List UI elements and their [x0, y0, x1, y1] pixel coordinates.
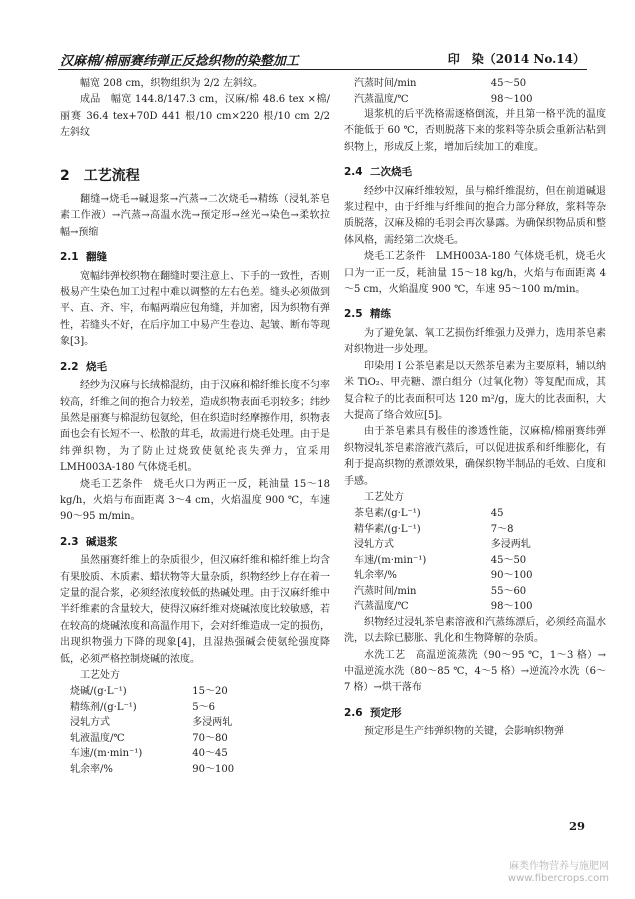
recipe-key: 汽蒸温度/℃: [354, 601, 409, 613]
section-title: 预定形: [370, 706, 402, 719]
recipe-value: 7～8: [490, 523, 514, 535]
table-row: [344, 599, 606, 615]
section-2-title: 2 工艺流程: [60, 167, 140, 184]
section-number: 2.1: [60, 251, 79, 264]
section-number: 2.3: [60, 535, 79, 548]
section-2-5-text-1: 为了避免氯、氧工艺损伤纤维强力及弹力，选用茶皂素对织物进一步处理。: [344, 327, 606, 356]
recipe-key: 轧余率/%: [354, 570, 397, 582]
recipe-title: 工艺处方: [80, 670, 120, 681]
recipe-key: 汽蒸温度/℃: [354, 93, 409, 105]
wash-text: 退浆机的后平洗格需逐格倒流，并且第一格平洗的温度不能低于 60 ℃，否则脱落下来的浆料等杂质会重新沾粘到织物上，形成反上浆，增加后续加工的难度。: [344, 109, 606, 153]
table-row: [344, 584, 606, 600]
recipe-value: 多浸两轧: [490, 539, 531, 551]
recipe-value: 70～80: [192, 732, 228, 744]
section-2-5-text-3: 由于茶皂素具有极佳的渗透性能，汉麻棉/棉丽赛纬弹织物浸轧茶皂素溶液汽蒸后，可以促进拔系和纤维膨化，有利于提高织物的煮漂效果，确保织物半制品的毛效、白度和手感。: [344, 426, 606, 487]
recipe-key: 汽蒸时间/min: [354, 78, 417, 89]
watermark-site-name: 麻类作物营养与施肥网: [509, 861, 609, 872]
wash-process: 水洗工艺 高温逆流蒸洗（90～95 ℃，1～3 格）→中温逆流水洗（80～85 ℃，4～5 格）→逆流冷水洗（6～7 格）→烘干落布: [344, 649, 606, 694]
section-2-4-text: 经纱中汉麻纤维较短，虽与棉纤维混纺，但在前道碱退浆过程中，由于纤维与纤维间的抱合力部分释放，浆料等杂质脱落，汉麻及棉的毛羽会再次暴露。为确保织物品质和整体风格，需经第二次烧毛。: [344, 185, 606, 246]
recipe-key: 茶皂素/(g·L⁻¹): [354, 508, 421, 520]
section-2-1-heading: [60, 249, 330, 265]
spec-width: 幅宽 208 cm，织物组织为 2/2 左斜纹。: [80, 78, 263, 89]
journal-issue: 印 染（2014 No.14）: [447, 52, 585, 66]
recipe-value: 多浸两轧: [192, 717, 233, 729]
section-number: 2.6: [344, 706, 363, 719]
table-row: [344, 568, 606, 584]
section-title: 精练: [370, 308, 391, 321]
singe-conditions: 烧毛工艺条件 烧毛火口为两正一反，耗油量 15～18 kg/h，火焰与布面距离 3～4 cm，火焰温度 900 ℃，车速 90～95 m/min。: [60, 478, 330, 523]
recipe-key: 精华素/(g·L⁻¹): [354, 523, 421, 535]
desizing-recipe-table: [60, 684, 330, 777]
table-row: [344, 92, 606, 108]
section-2-3-heading: [60, 534, 330, 550]
section-2-2-text: 经纱为汉麻与长绒棉混纺，由于汉麻和棉纤维长度不匀率较高，纤维之间的抱合力较差，造成织物表面毛羽较多；纬纱虽然是丽赛与棉混纺包氨纶，但在织造时经摩擦作用，织物表面也会有长短不一、松散的茸毛，故需进行烧毛处理。由于是纬弹织物，为了防止过烧致使氨纶丧失弹力，宜采用 LMH003A-180 气体烧毛机。: [60, 380, 330, 474]
recipe-key: 轧液温度/℃: [70, 732, 125, 744]
recipe-value: 90～100: [490, 570, 533, 582]
recipe-value: 55～60: [490, 585, 527, 597]
section-2-6-text: 预定形是生产纬弹织物的关键，会影响织物弹: [364, 726, 564, 738]
second-singe-conditions: 烧毛工艺条件 LMH003A-180 气体烧毛机，烧毛火口为一正一反，耗油量 15～18 kg/h，火焰与布面距离 4～5 cm，火焰温度 900 ℃，车速 95～100 m/min。: [344, 251, 606, 296]
recipe-value: 98～100: [490, 601, 533, 613]
recipe-key: 浸轧方式: [354, 539, 394, 551]
table-row: [60, 700, 330, 716]
section-title: 翻缝: [86, 251, 107, 264]
section-title: 碱退浆: [86, 535, 118, 548]
section-2-5-text-2: 印染用 I 公茶皂素是以天然茶皂素为主要原料，辅以纳米 TiO₂、甲壳糖、漂白组分（过氧化物）等复配而成，其复合粒子的比表面积可达 120 m²/g，庞大的比表面积，大大提高了络合效应[5]。: [344, 360, 606, 421]
table-row: [60, 715, 330, 731]
section-2-6-heading: [344, 705, 606, 721]
recipe-key: 车速/(m·min⁻¹): [354, 554, 427, 566]
recipe-value: 5～6: [192, 701, 216, 713]
page-number: 29: [568, 819, 585, 833]
steam-table: [344, 76, 606, 107]
section-number: 2.2: [60, 360, 79, 373]
section-2-2-heading: [60, 359, 330, 375]
recipe-value: 45～50: [490, 78, 527, 89]
recipe-key: 汽蒸时间/min: [354, 585, 417, 597]
spec-finished: 成品 幅宽 144.8/147.3 cm，汉麻/棉 48.6 tex ×棉/丽赛 36.4 tex+70D 441 根/10 cm×220 根/10 cm 2/2 左斜纹: [60, 94, 330, 139]
table-row: [60, 762, 330, 778]
running-title: 汉麻棉/棉丽赛纬弹正反捻织物的染整加工: [60, 54, 299, 69]
section-2-4-heading: [344, 164, 606, 180]
recipe-title: 工艺处方: [364, 491, 404, 503]
recipe-key: 轧余率/%: [70, 763, 113, 775]
process-flow: 翻缝→烧毛→碱退浆→汽蒸→二次烧毛→精练（浸轧茶皂素工作液）→汽蒸→高温水洗→预定形→丝光→染色→柔软拉幅→预缩: [60, 194, 330, 238]
scouring-recipe-table: [344, 506, 606, 615]
table-row: [344, 553, 606, 569]
header-rule: [58, 69, 587, 70]
recipe-value: 15～20: [192, 686, 228, 698]
recipe-key: 车速/(m·min⁻¹): [70, 748, 143, 760]
table-row: [60, 684, 330, 700]
recipe-value: 98～100: [490, 93, 533, 105]
section-2-3-text: 虽然丽赛纤维上的杂质很少，但汉麻纤维和棉纤维上均含有果胶质、木质素、蜡状物等大量杂质，织物经纱上存在着一定量的混合浆，必须经浓度较低的热碱处理。由于汉麻纤维中半纤维素的含量较大，使得汉麻纤维对烧碱浓度比较敏感，若在较高的烧碱浓度和高温作用下，会对纤维造成一定的损伤，出现织物强力下降的现象[4]，且湿热强碱会使氨纶强度降低，必须严格控制烧碱的浓度。: [60, 555, 330, 665]
table-row: [344, 537, 606, 553]
recipe-value: 45～50: [490, 554, 527, 566]
section-number: 2.5: [344, 308, 363, 321]
recipe-key: 精练剂/(g·L⁻¹): [70, 701, 137, 713]
recipe-key: 烧碱/(g·L⁻¹): [70, 686, 127, 698]
left-column: [60, 76, 330, 777]
table-row: [344, 76, 606, 92]
table-row: [60, 746, 330, 762]
after-scour-text: 织物经过浸轧茶皂素溶液和汽蒸练漂后，必须经高温水洗，以去除已膨胀、乳化和生物降解的杂质。: [344, 616, 606, 645]
recipe-value: 90～100: [192, 763, 235, 775]
table-row: [60, 731, 330, 747]
section-title: 烧毛: [86, 360, 107, 373]
recipe-key: 浸轧方式: [70, 717, 110, 729]
watermark-url: www.fibercrops.com: [507, 873, 609, 884]
right-column: [344, 76, 606, 741]
recipe-value: 45: [490, 508, 504, 520]
watermark: [508, 861, 609, 885]
table-row: [344, 506, 606, 522]
section-2-1-text: 宽幅纬弹校织物在翻缝时要注意上、下手的一致性，否则极易产生染色加工过程中难以调整的左右色差。缝头必须做到平、直、齐、牢，布幅两端应包角缝，并加密，因为织物有弹性，若缝头不好，在后序加工中易产生卷边、起皱、断布等现象[3]。: [60, 270, 330, 348]
table-row: [344, 522, 606, 538]
section-title: 二次烧毛: [370, 166, 412, 179]
recipe-value: 40～45: [192, 748, 228, 760]
section-number: 2.4: [344, 166, 363, 179]
section-2-5-heading: [344, 306, 606, 322]
